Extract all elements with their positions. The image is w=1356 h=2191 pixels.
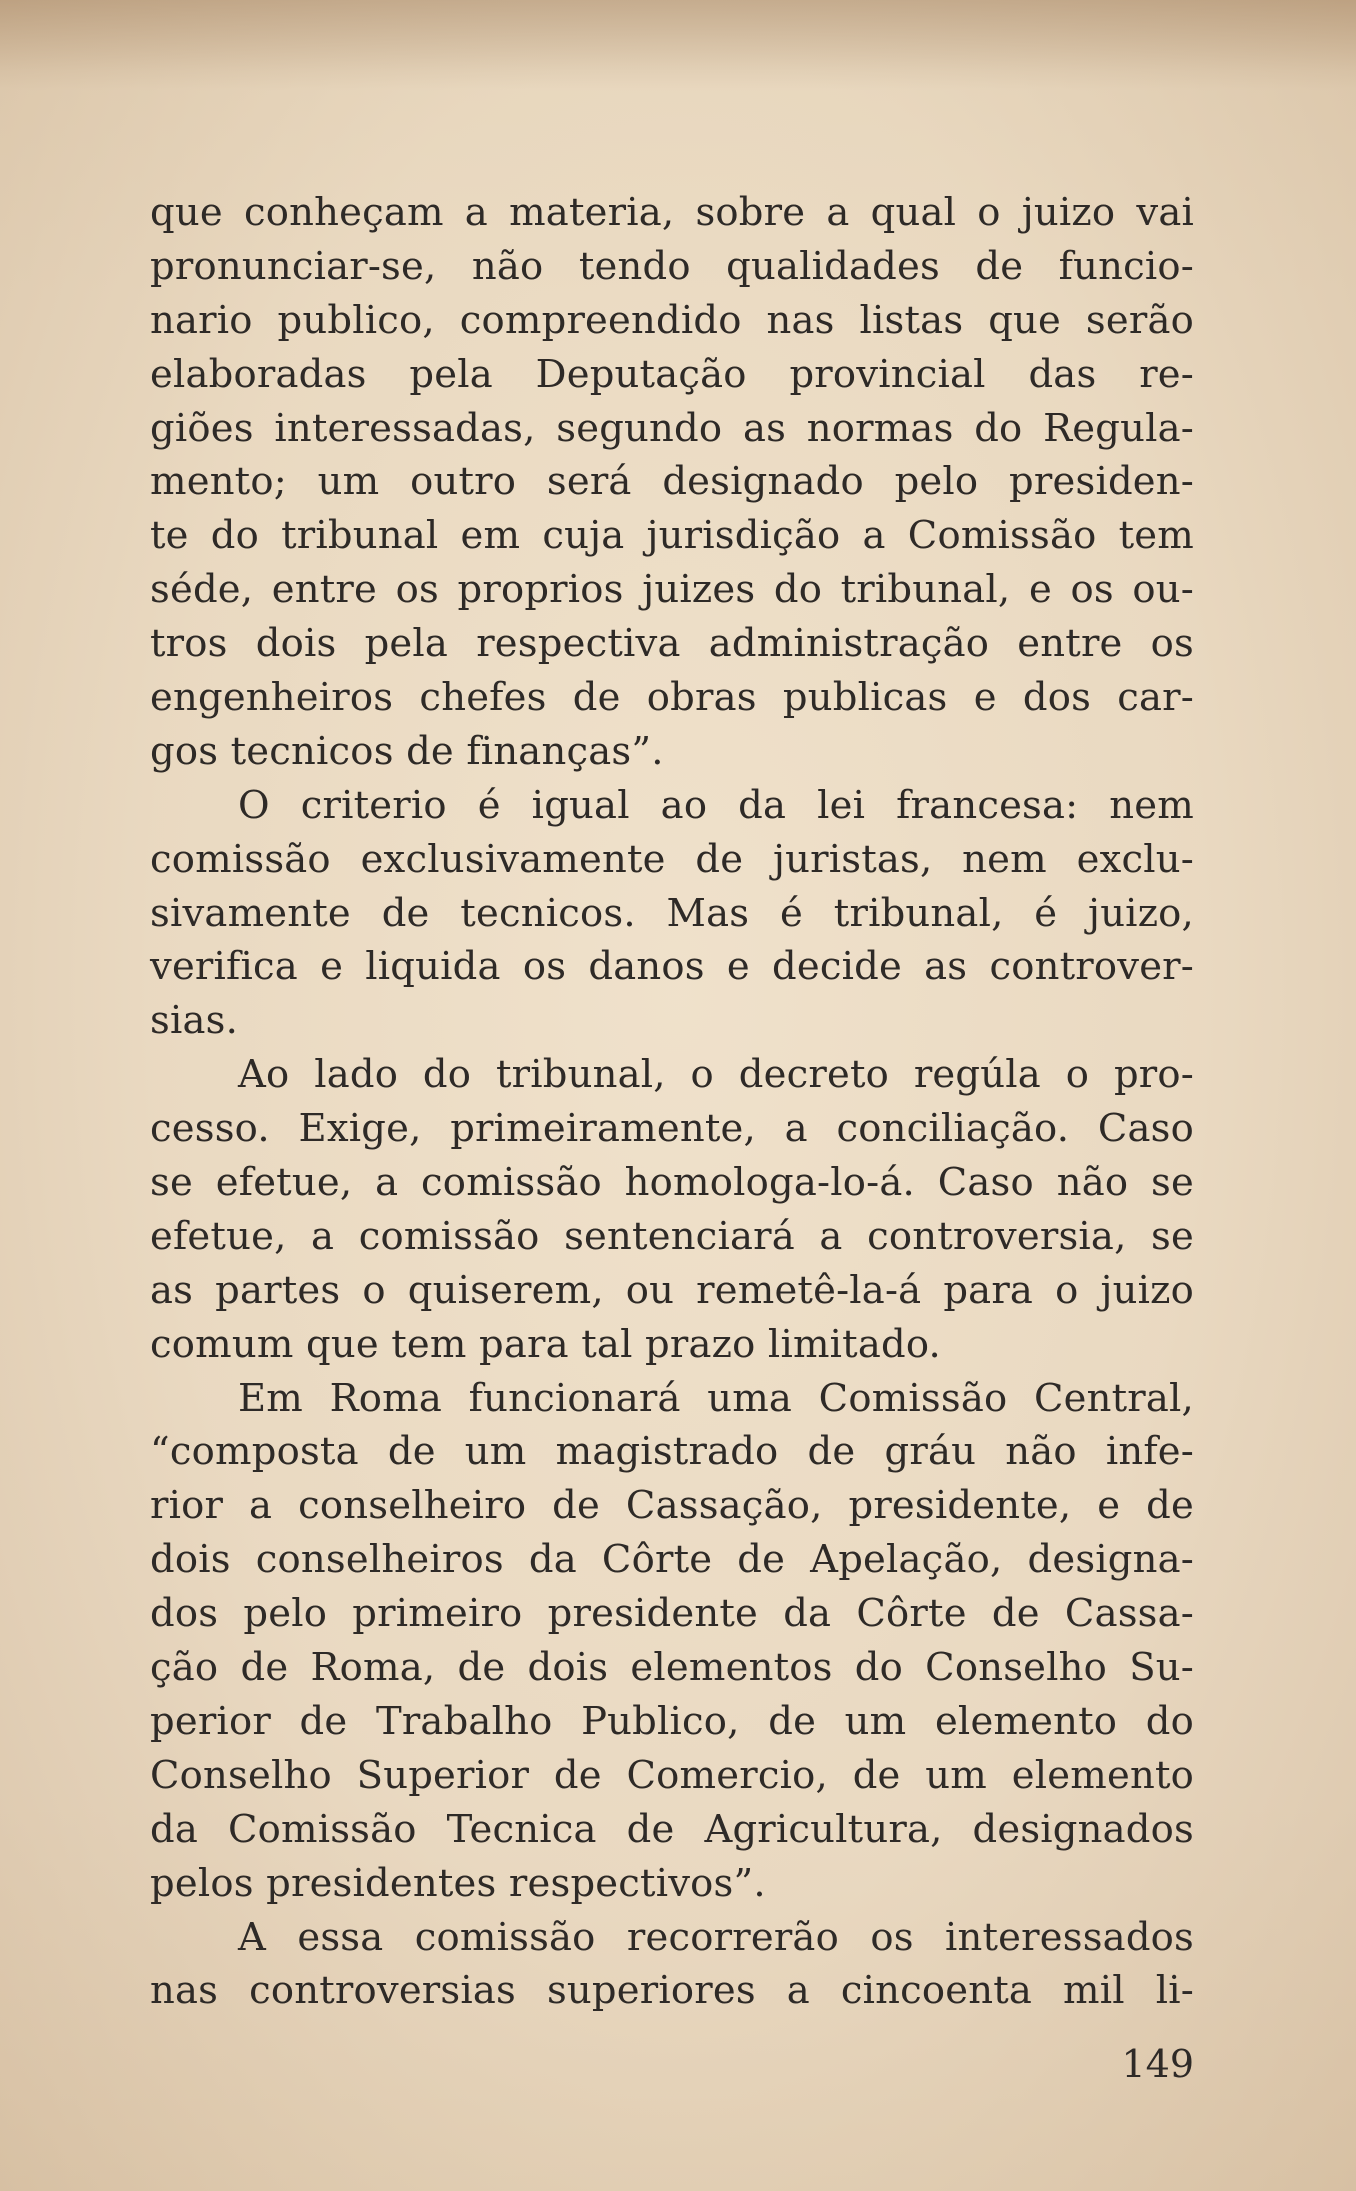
text-line: Em Roma funcionará uma Comissão Central, [238,1375,1194,1421]
text-line: efetue, a comissão sentenciará a controversia, se [150,1213,1194,1259]
text-line: pelos presidentes respectivos”. [150,1860,766,1906]
text-line: elaboradas pela Deputação provincial das re- [150,351,1194,397]
text-line: comum que tem para tal prazo limitado. [150,1321,941,1367]
text-line: que conheçam a materia, sobre a qual o juizo vai [150,190,1194,235]
text-line: cesso. Exige, primeiramente, a conciliação. Caso [150,1106,1194,1152]
text-line: ção de Roma, de dois elementos do Conselho Su- [150,1645,1194,1691]
text-line: gos tecnicos de finanças”. [150,728,664,774]
text-line: pronunciar-se, não tendo qualidades de funcio- [150,243,1194,289]
text-line: as partes o quiserem, ou remetê-la-á para o juizo [150,1267,1194,1313]
text-line: verifica e liquida os danos e decide as controver- [150,944,1194,990]
text-line: tros dois pela respectiva administração entre os [150,621,1194,667]
text-line: séde, entre os proprios juizes do tribunal, e os ou- [150,567,1194,613]
page-number: 149 [1121,2042,1194,2086]
text-line: Ao lado do tribunal, o decreto regúla o pro- [238,1052,1194,1098]
text-line: A essa comissão recorrerão os interessados [238,1914,1194,1960]
text-line: dois conselheiros da Côrte de Apelação, designa- [150,1537,1194,1583]
text-line: sias. [150,998,239,1044]
text-line: “composta de um magistrado de gráu não infe- [150,1429,1194,1475]
text-line: perior de Trabalho Publico, de um elemento do [150,1698,1194,1744]
page-text [150,186,1194,2018]
text-line: da Comissão Tecnica de Agricultura, designados [150,1806,1194,1852]
text-line: giões interessadas, segundo as normas do Regula- [150,405,1194,451]
text-line: O criterio é igual ao da lei francesa: nem [238,782,1194,828]
text-line: dos pelo primeiro presidente da Côrte de Cassa- [150,1591,1194,1637]
text-line: te do tribunal em cuja jurisdição a Comissão tem [150,513,1194,559]
text-line: nas controversias superiores a cincoenta mil li- [150,1968,1194,2014]
text-line: nario publico, compreendido nas listas que serão [150,297,1194,343]
text-line: Conselho Superior de Comercio, de um elemento [150,1752,1194,1798]
text-line: sivamente de tecnicos. Mas é tribunal, é juizo, [150,890,1194,936]
text-line: engenheiros chefes de obras publicas e dos car- [150,675,1194,721]
text-line: rior a conselheiro de Cassação, presidente, e de [150,1483,1194,1529]
text-line: se efetue, a comissão homologa-lo-á. Caso não se [150,1160,1194,1206]
text-line: mento; um outro será designado pelo presiden- [150,459,1194,505]
text-line: comissão exclusivamente de juristas, nem exclu- [150,836,1194,882]
